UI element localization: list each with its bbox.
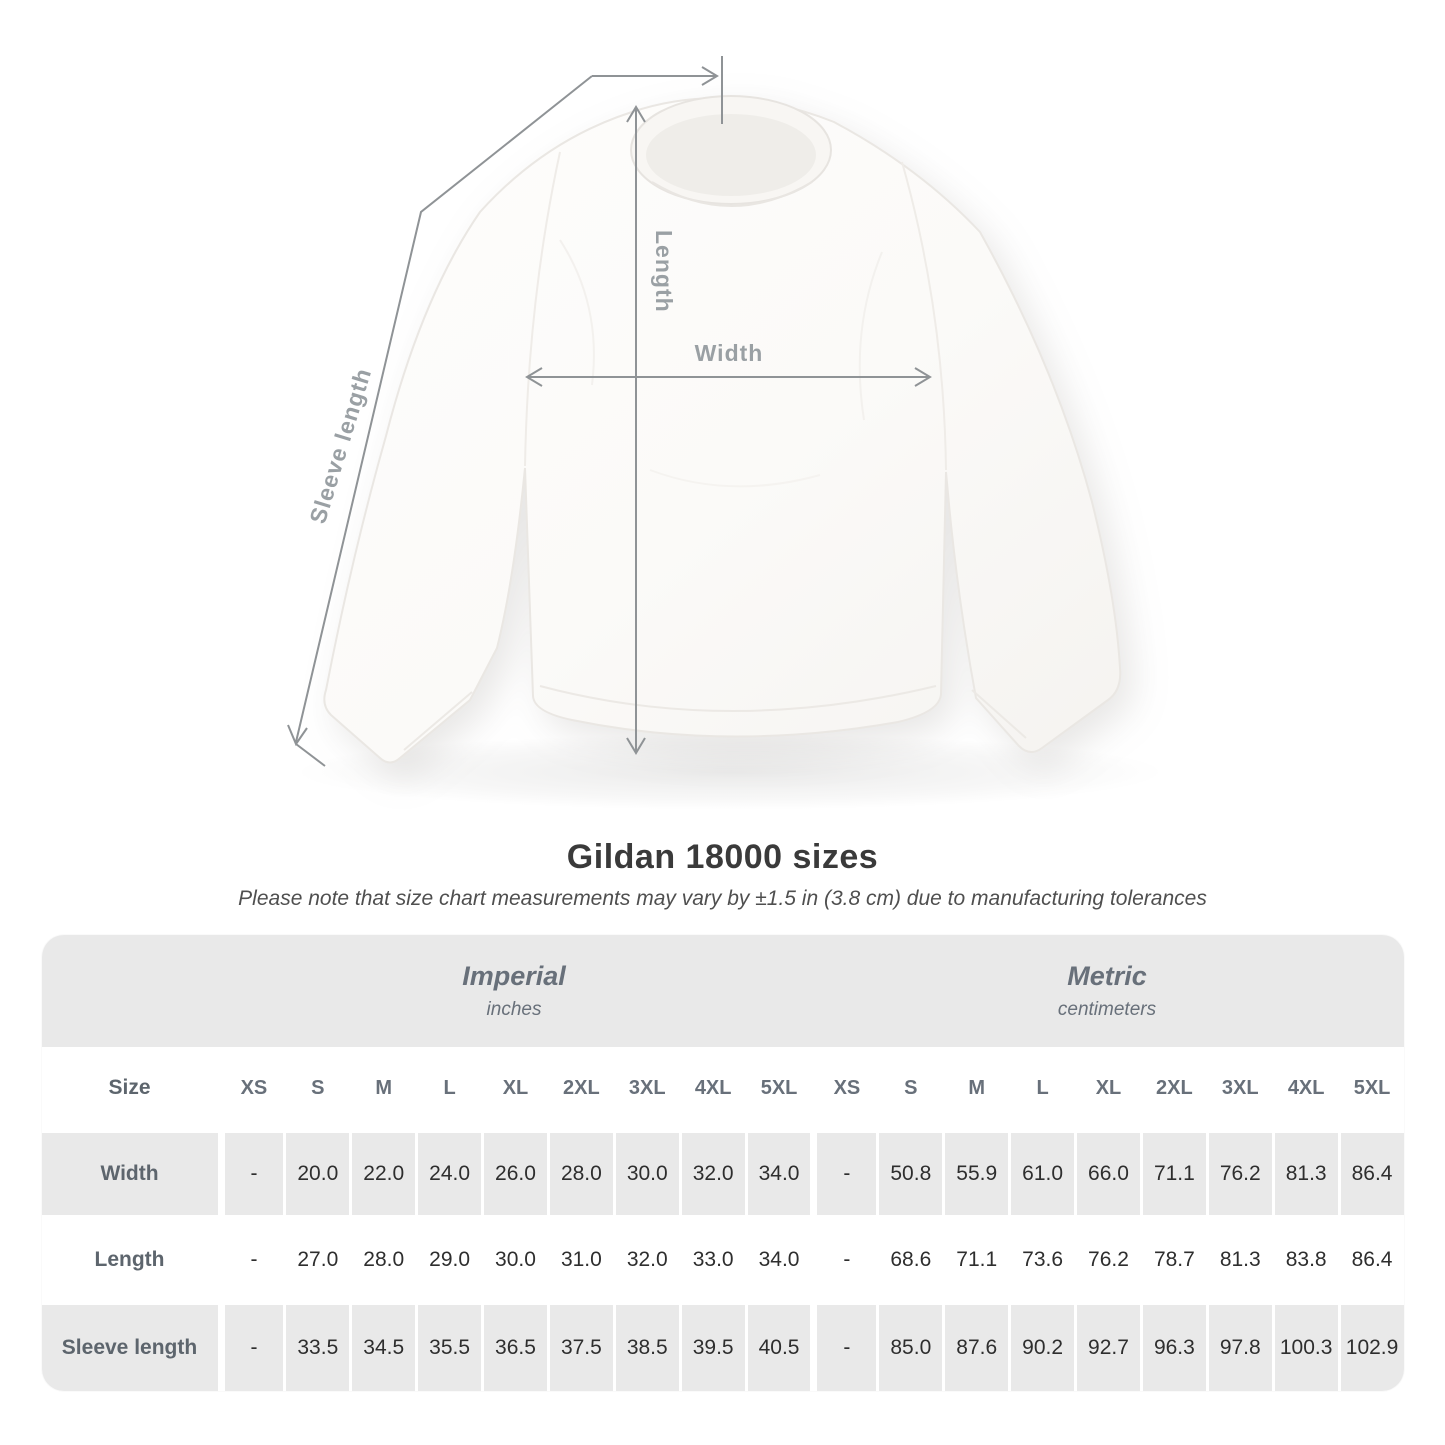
value-cell: 34.0 (745, 1133, 811, 1215)
page-title: Gildan 18000 sizes (566, 838, 879, 876)
unit-band (42, 935, 1404, 1047)
value-cell: 68.6 (876, 1219, 942, 1301)
header-cell: L (415, 1047, 481, 1129)
title-block (0, 838, 1445, 911)
value-cell: 90.2 (1008, 1305, 1074, 1391)
row-label: Length (94, 1248, 165, 1271)
value-cell: 87.6 (942, 1305, 1008, 1391)
table-row-length (42, 1219, 1404, 1301)
sleeve-length-label: Sleeve length (304, 364, 377, 527)
value-cell: 40.5 (745, 1305, 811, 1391)
value-cell: 32.0 (613, 1219, 679, 1301)
width-label: Width (694, 340, 764, 366)
value-cell: 33.5 (283, 1305, 349, 1391)
value-cell: 66.0 (1074, 1133, 1140, 1215)
value-cell: 81.3 (1272, 1133, 1338, 1215)
value-cell: 22.0 (349, 1133, 415, 1215)
tolerance-note: Please note that size chart measurements may vary by ±1.5 in (3.8 cm) due to manufacturing tolerances (238, 887, 1207, 910)
value-cell: 31.0 (547, 1219, 613, 1301)
value-cell: 76.2 (1074, 1219, 1140, 1301)
value-cell: 92.7 (1074, 1305, 1140, 1391)
collar-opening (646, 114, 816, 196)
length-label: Length (651, 230, 677, 313)
value-cell: - (810, 1305, 876, 1391)
sweatshirt (324, 96, 1120, 763)
table-row-width (42, 1133, 1404, 1215)
header-cell: XS (218, 1047, 284, 1129)
value-cell: 33.0 (679, 1219, 745, 1301)
value-cell: 28.0 (547, 1133, 613, 1215)
row-label: Sleeve length (61, 1336, 198, 1359)
row-label: Width (100, 1162, 159, 1185)
value-cell: 32.0 (679, 1133, 745, 1215)
metric-section-header (811, 961, 1404, 1021)
value-cell: 30.0 (481, 1219, 547, 1301)
value-cell: 96.3 (1140, 1305, 1206, 1391)
header-cell: XL (1074, 1047, 1140, 1129)
value-cell: 34.0 (745, 1219, 811, 1301)
value-cell: 34.5 (349, 1305, 415, 1391)
header-cell: 3XL (613, 1047, 679, 1129)
value-cell: 27.0 (283, 1219, 349, 1301)
value-cell: 28.0 (349, 1219, 415, 1301)
imperial-unit: inches (486, 999, 542, 1020)
header-cell: 5XL (745, 1047, 811, 1129)
metric-unit: centimeters (1057, 999, 1157, 1020)
value-cell: 102.9 (1338, 1305, 1404, 1391)
header-cell: 4XL (679, 1047, 745, 1129)
header-cell: XL (481, 1047, 547, 1129)
header-cell: M (349, 1047, 415, 1129)
value-cell: 85.0 (876, 1305, 942, 1391)
size-table (42, 935, 1404, 1391)
header-cell: L (1008, 1047, 1074, 1129)
value-cell: 71.1 (942, 1219, 1008, 1301)
value-cell: 35.5 (415, 1305, 481, 1391)
value-cell: 83.8 (1272, 1219, 1338, 1301)
value-cell: 24.0 (415, 1133, 481, 1215)
value-cell: - (810, 1133, 876, 1215)
value-cell: - (218, 1305, 284, 1391)
value-cell: 36.5 (481, 1305, 547, 1391)
value-cell: 55.9 (942, 1133, 1008, 1215)
header-cell: 3XL (1206, 1047, 1272, 1129)
value-cell: 39.5 (679, 1305, 745, 1391)
value-cell: 73.6 (1008, 1219, 1074, 1301)
header-cell: 5XL (1338, 1047, 1404, 1129)
header-cell: 4XL (1272, 1047, 1338, 1129)
value-cell: - (218, 1133, 284, 1215)
value-cell: 86.4 (1338, 1133, 1404, 1215)
metric-title: Metric (1067, 961, 1147, 991)
value-cell: 100.3 (1272, 1305, 1338, 1391)
header-cell: S (283, 1047, 349, 1129)
value-cell: 38.5 (613, 1305, 679, 1391)
value-cell: 76.2 (1206, 1133, 1272, 1215)
value-cell: 20.0 (283, 1133, 349, 1215)
value-cell: - (810, 1219, 876, 1301)
header-cell: 2XL (1140, 1047, 1206, 1129)
value-cell: 26.0 (481, 1133, 547, 1215)
header-cell: S (876, 1047, 942, 1129)
table-row-sleeve-length (42, 1305, 1404, 1391)
header-cell: 2XL (547, 1047, 613, 1129)
value-cell: 61.0 (1008, 1133, 1074, 1215)
value-cell: 97.8 (1206, 1305, 1272, 1391)
value-cell: 71.1 (1140, 1133, 1206, 1215)
header-cell: M (942, 1047, 1008, 1129)
value-cell: 78.7 (1140, 1219, 1206, 1301)
value-cell: 29.0 (415, 1219, 481, 1301)
value-cell: 86.4 (1338, 1219, 1404, 1301)
imperial-section-header (218, 961, 811, 1021)
value-cell: 50.8 (876, 1133, 942, 1215)
value-cell: - (218, 1219, 284, 1301)
value-cell: 81.3 (1206, 1219, 1272, 1301)
imperial-title: Imperial (462, 961, 566, 991)
value-cell: 30.0 (613, 1133, 679, 1215)
value-cell: 37.5 (547, 1305, 613, 1391)
table-header-row (42, 1047, 1404, 1129)
header-cell: XS (810, 1047, 876, 1129)
size-header-cell: Size (108, 1076, 151, 1099)
